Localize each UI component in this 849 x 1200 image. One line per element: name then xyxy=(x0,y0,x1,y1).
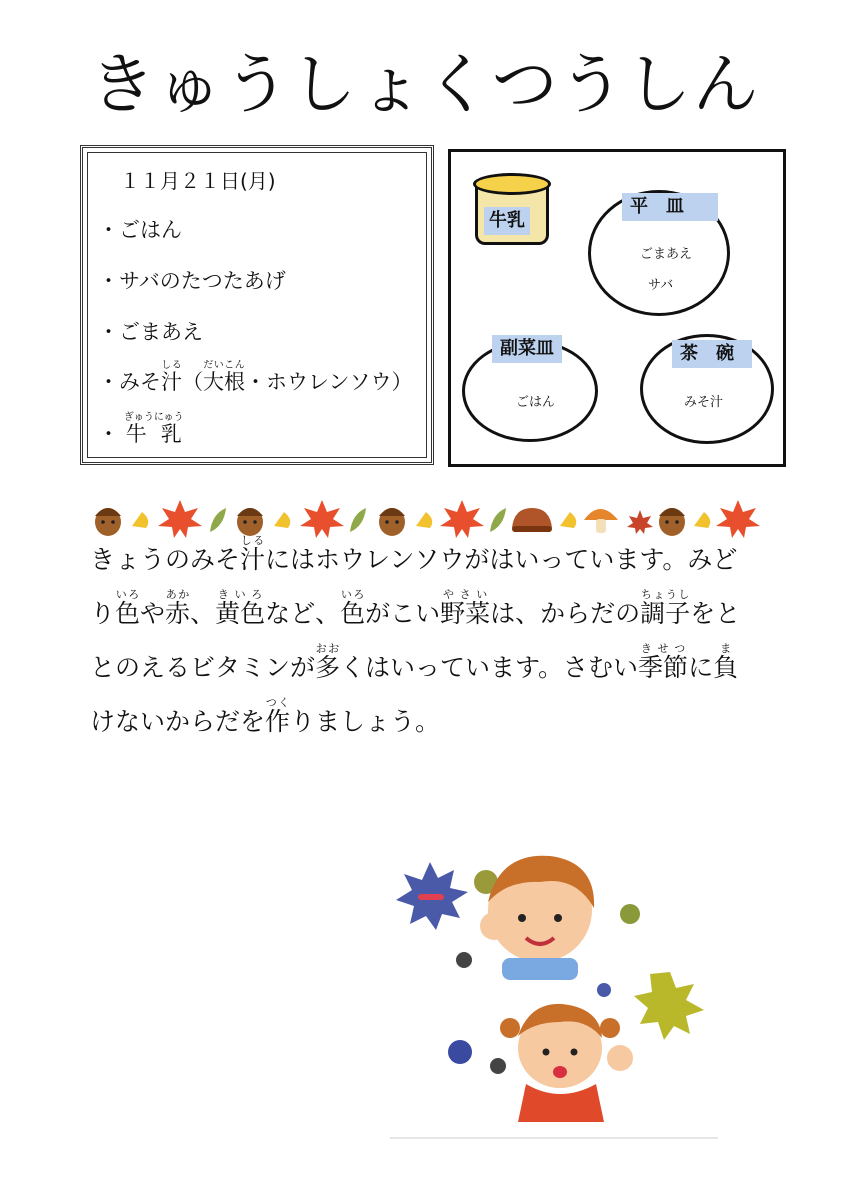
maple-leaf-icon xyxy=(627,510,653,534)
plate-fukusai-food: ごはん xyxy=(516,395,556,410)
mushroom-icon xyxy=(584,509,618,533)
ginkgo-icon xyxy=(274,512,290,528)
menu-date: １１月２１日(月) xyxy=(120,169,276,193)
acorn-icon xyxy=(237,508,263,536)
bowl-chawan-label: 茶 碗 xyxy=(672,340,752,368)
kids-fighting-germs-illustration xyxy=(390,822,720,1142)
milk-label: 牛乳 xyxy=(484,207,530,235)
menu-item-miso: ・みそ汁しる（大根だいこん・ホウレンソウ） xyxy=(98,360,413,394)
leaf-icon xyxy=(210,508,226,532)
ginkgo-icon xyxy=(416,512,432,528)
chestnut-icon xyxy=(512,508,552,532)
plate-fukusai-label: 副菜皿 xyxy=(492,335,562,363)
menu-item: ・ごまあえ xyxy=(98,320,203,344)
plate-hira-food: ごまあえ xyxy=(640,247,693,262)
acorn-icon xyxy=(95,508,121,536)
leaf-icon xyxy=(350,508,366,532)
acorn-icon xyxy=(659,508,685,536)
milk-cup-top xyxy=(473,173,551,195)
page-title: きゅうしょくつうしん xyxy=(89,46,760,123)
ginkgo-icon xyxy=(132,512,148,528)
plate-hira-food: サバ xyxy=(648,278,674,293)
article-text: きょうのみそ汁しるにはホウレンソウがはいっています。みど り色いろや赤あか、黄色きいろなど、色いろがこい野菜やさいは、からだの調子ちょうしをと とのえるビタミンが多おおくはいっています。さむい季節きせつに負ま けないからだを作つくりましょう。 xyxy=(90,534,741,736)
acorn-icon xyxy=(379,508,405,536)
menu-item-milk: ・ 牛 乳ぎゅうにゅう xyxy=(98,412,184,446)
ginkgo-icon xyxy=(560,512,576,528)
germ-icon xyxy=(634,972,704,1040)
bowl-chawan-food: みそ汁 xyxy=(684,395,724,410)
menu-item: ・ごはん xyxy=(98,218,182,242)
plate-hira-label: 平 皿 xyxy=(622,193,718,221)
ginkgo-icon xyxy=(694,512,710,528)
leaf-icon xyxy=(490,508,506,532)
menu-item: ・サバのたつたあげ xyxy=(98,269,286,293)
